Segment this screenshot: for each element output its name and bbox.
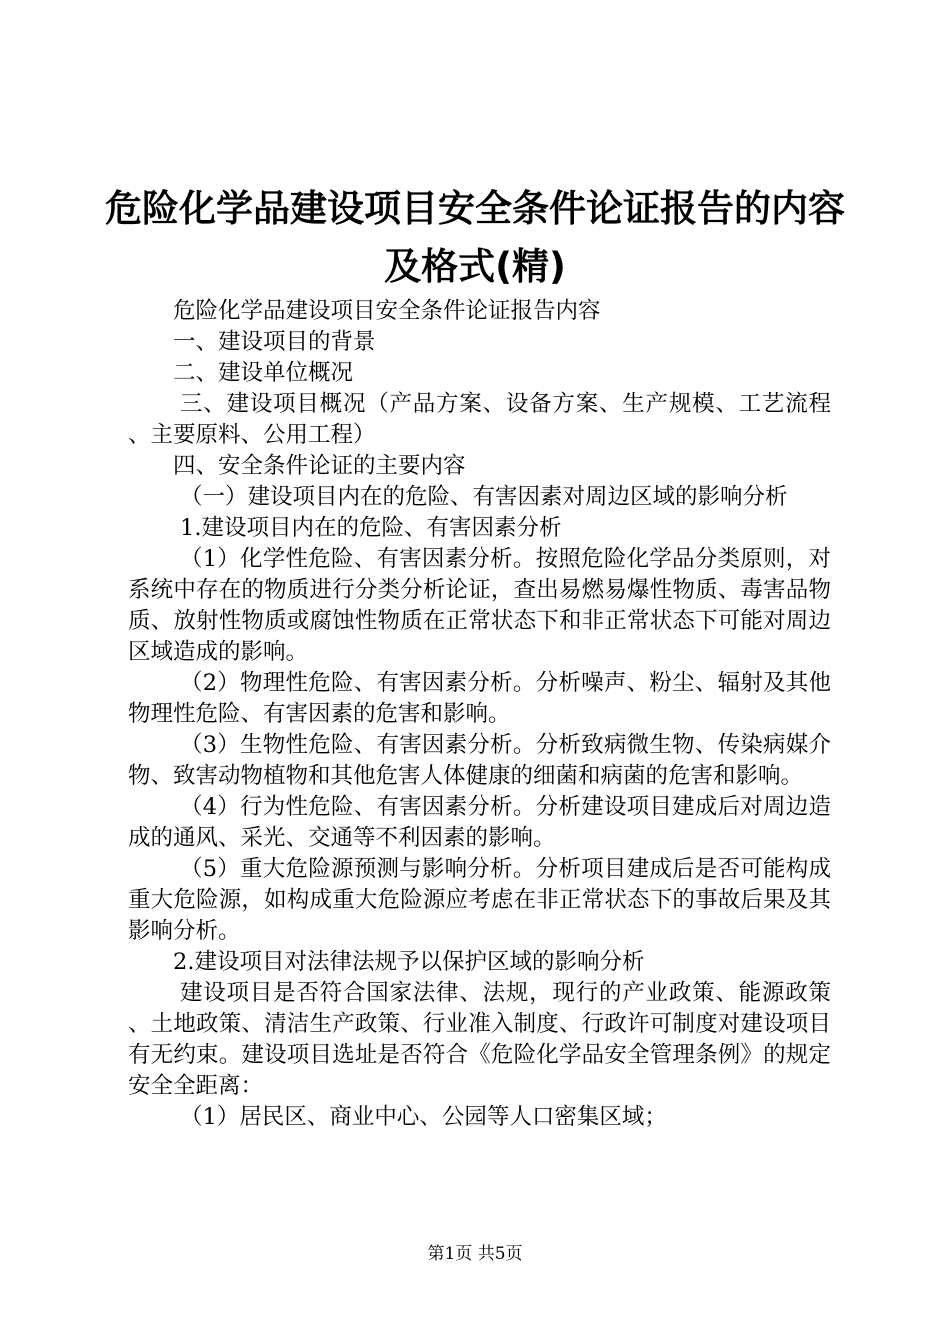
paragraph-subsection-1: （一）建设项目内在的危险、有害因素对周边区域的影响分析 [180,484,788,510]
paragraph-chemical: （1）化学性危险、有害因素分析。按照危险化学品分类原则，对系统中存在的物质进行分类分析论证，查出易燃易爆性物质、毒害品物质、放射性物质或腐蚀性物质在正常状态下和非正常状态下可能对周边区域造成的影响。 [128,546,831,665]
paragraph-section-4: 四、安全条件论证的主要内容 [173,453,466,479]
paragraph-item-2: 2.建设项目对法律法规予以保护区域的影响分析 [173,949,645,975]
paragraph-compliance: 建设项目是否符合国家法律、法规，现行的产业政策、能源政策、土地政策、清洁生产政策、行业准入制度、行政许可制度对建设项目有无约束。建设项目选址是否符合《危险化学品安全管理条例》的规定安全全距离： [128,980,831,1099]
paragraph-heading: 危险化学品建设项目安全条件论证报告内容 [173,298,601,324]
paragraph-section-2: 二、建设单位概况 [173,360,354,386]
page-footer: 第1页 共5页 [427,1244,523,1264]
document-title-line-1: 危险化学品建设项目安全条件论证报告的内容 [105,187,845,230]
paragraph-physical: （2）物理性危险、有害因素分析。分析噪声、粉尘、辐射及其他物理性危险、有害因素的危害和影响。 [128,670,831,727]
paragraph-section-3: 三、建设项目概况（产品方案、设备方案、生产规模、工艺流程、主要原料、公用工程） [128,391,831,448]
paragraph-major-hazard: （5）重大危险源预测与影响分析。分析项目建成后是否可能构成重大危险源，如构成重大危险源应考虑在非正常状态下的事故后果及其影响分析。 [128,856,831,944]
paragraph-biological: （3）生物性危险、有害因素分析。分析致病微生物、传染病媒介物、致害动物植物和其他危害人体健康的细菌和病菌的危害和影响。 [128,732,831,789]
paragraph-residential: （1）居民区、商业中心、公园等人口密集区域； [180,1104,667,1130]
document-title-line-2: 及格式(精) [384,245,566,288]
paragraph-item-1: 1.建设项目内在的危险、有害因素分析 [180,515,562,541]
paragraph-section-1: 一、建设项目的背景 [173,329,376,355]
document-body [128,296,831,1133]
paragraph-behavioral: （4）行为性危险、有害因素分析。分析建设项目建成后对周边造成的通风、采光、交通等不利因素的影响。 [128,794,831,851]
